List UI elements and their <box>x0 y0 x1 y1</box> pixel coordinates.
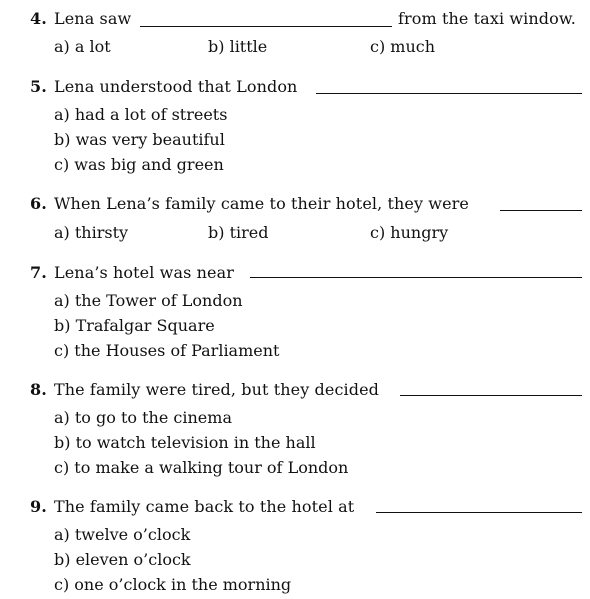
question-number: 7. <box>30 263 47 282</box>
option-b[interactable]: b) eleven o’clock <box>54 550 191 569</box>
question-4-tail <box>398 8 576 30</box>
option-b[interactable]: b) Trafalgar Square <box>54 316 215 335</box>
option-c[interactable]: c) to make a walking tour of London <box>54 458 349 477</box>
question-text: Lena saw <box>54 9 132 28</box>
question-number: 8. <box>30 380 47 399</box>
question-8-stem <box>30 379 379 401</box>
question-text-tail: from the taxi window. <box>398 9 576 28</box>
option-b[interactable]: b) was very beautiful <box>54 130 225 149</box>
question-6-stem <box>30 193 469 215</box>
answer-blank[interactable] <box>316 93 582 94</box>
answer-blank[interactable] <box>250 277 582 278</box>
question-text: Lena’s hotel was near <box>54 263 234 282</box>
option-c[interactable]: c) much <box>370 37 436 56</box>
question-number: 9. <box>30 497 47 516</box>
question-7-stem <box>30 262 234 284</box>
answer-blank[interactable] <box>400 395 582 396</box>
option-a[interactable]: a) had a lot of streets <box>54 105 228 124</box>
question-number: 4. <box>30 9 47 28</box>
option-a[interactable]: a) twelve o’clock <box>54 525 191 544</box>
question-text: The family were tired, but they decided <box>54 380 380 399</box>
option-b[interactable]: b) tired <box>208 223 269 242</box>
option-b[interactable]: b) to watch television in the hall <box>54 433 316 452</box>
option-a[interactable]: a) a lot <box>54 37 111 56</box>
question-5-stem <box>30 76 297 98</box>
question-text: The family came back to the hotel at <box>54 497 355 516</box>
question-text: When Lena’s family came to their hotel, they were <box>54 194 469 213</box>
question-number: 6. <box>30 194 47 213</box>
question-9-stem <box>30 496 354 518</box>
option-a[interactable]: a) to go to the cinema <box>54 408 232 427</box>
option-a[interactable]: a) thirsty <box>54 223 129 242</box>
option-c[interactable]: c) one o’clock in the morning <box>54 575 292 594</box>
answer-blank[interactable] <box>376 512 582 513</box>
option-a[interactable]: a) the Tower of London <box>54 291 243 310</box>
answer-blank[interactable] <box>140 26 392 27</box>
question-text: Lena understood that London <box>54 77 298 96</box>
question-4-stem <box>30 8 131 30</box>
option-b[interactable]: b) little <box>208 37 268 56</box>
option-c[interactable]: c) hungry <box>370 223 449 242</box>
option-c[interactable]: c) the Houses of Parliament <box>54 341 280 360</box>
answer-blank[interactable] <box>500 210 582 211</box>
question-number: 5. <box>30 77 47 96</box>
option-c[interactable]: c) was big and green <box>54 155 224 174</box>
